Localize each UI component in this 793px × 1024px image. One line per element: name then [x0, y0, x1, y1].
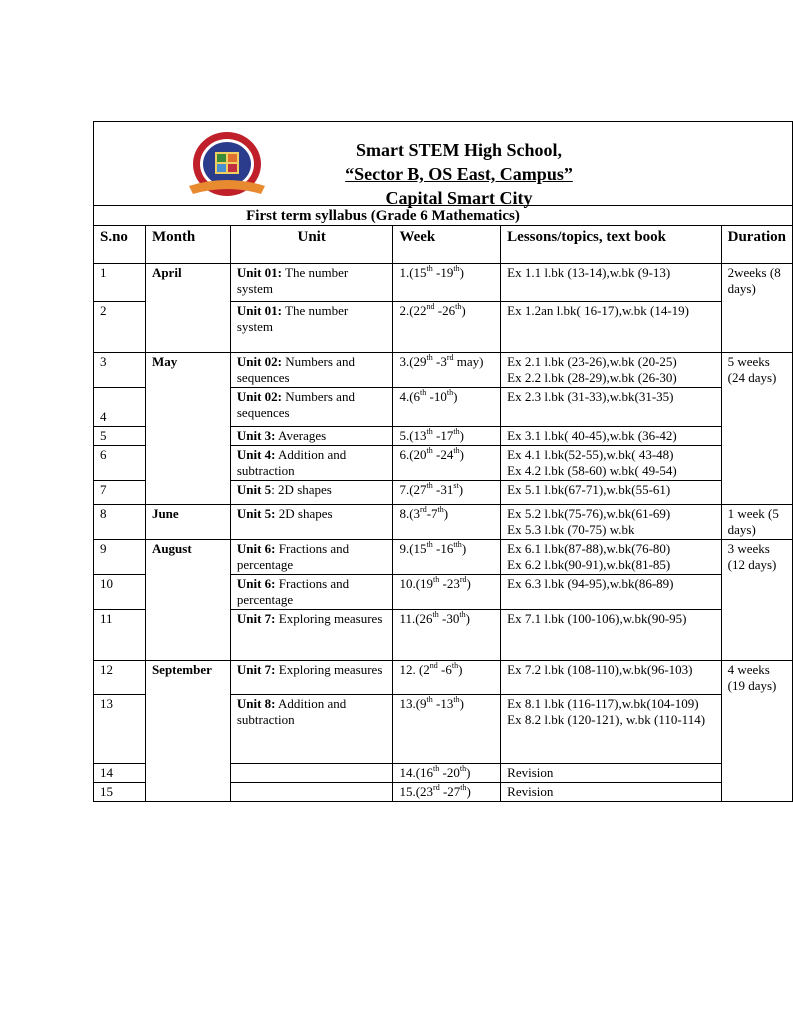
lesson-line: Revision [507, 784, 554, 799]
lesson-line: Ex 2.2 l.bk (28-29),w.bk (26-30) [507, 370, 677, 385]
unit-title: The number system [236, 265, 349, 296]
row-sno: 8 [94, 505, 146, 540]
row-sno: 14 [94, 764, 146, 783]
row-lessons [501, 427, 721, 446]
syllabus-document [93, 121, 793, 802]
row-lessons [501, 505, 721, 540]
week-suffix: st [453, 480, 459, 490]
school-logo [187, 130, 267, 200]
unit-label: Unit 4: [236, 447, 276, 462]
unit-label: Unit 01: [236, 303, 283, 318]
week-suffix: th [426, 539, 433, 549]
row-lessons [501, 264, 721, 302]
week-suffix: th [459, 763, 467, 773]
row-sno: 4 [94, 388, 146, 427]
row-lessons [501, 302, 721, 353]
unit-title: Numbers and sequences [236, 389, 355, 420]
school-campus: “Sector B, OS East, Campus” [345, 164, 573, 184]
row-sno: 7 [94, 481, 146, 505]
lesson-line: Ex 6.3 l.bk (94-95),w.bk(86-89) [507, 576, 674, 591]
row-unit [230, 427, 393, 446]
row-week: 12. (2nd -6th) [393, 661, 501, 695]
week-suffix: th [426, 352, 433, 362]
table-row [94, 264, 793, 302]
row-duration: 1 week (5 days) [721, 505, 792, 540]
row-unit [230, 353, 393, 388]
header-duration: Duration [721, 226, 792, 264]
row-sno: 12 [94, 661, 146, 695]
unit-title: Exploring measures [275, 611, 383, 626]
unit-label: Unit 3: [236, 428, 276, 443]
week-suffix: th [459, 609, 466, 619]
row-sno: 10 [94, 575, 146, 610]
row-month: August [145, 540, 230, 661]
header-sno: S.no [94, 226, 146, 264]
lesson-line: Ex 4.1 l.bk(52-55),w.bk( 43-48) [507, 447, 674, 462]
row-sno: 3 [94, 353, 146, 388]
row-week: 3.(29th -3rd may) [393, 353, 501, 388]
week-suffix: tth [453, 539, 462, 549]
row-week: 13.(9th -13th) [393, 695, 501, 764]
week-suffix: th [453, 694, 460, 704]
lesson-line: Ex 3.1 l.bk( 40-45),w.bk (36-42) [507, 428, 677, 443]
row-sno: 13 [94, 695, 146, 764]
lesson-line: Ex 7.2 l.bk (108-110),w.bk(96-103) [507, 662, 693, 677]
header-week: Week [393, 226, 501, 264]
week-suffix: th [451, 660, 459, 670]
row-duration: 5 weeks (24 days) [721, 353, 792, 505]
lesson-line: Ex 5.1 l.bk(67-71),w.bk(55-61) [507, 482, 671, 497]
row-unit [230, 540, 393, 575]
row-sno: 11 [94, 610, 146, 661]
row-week: 8.(3rd-7th) [393, 505, 501, 540]
lesson-line: Ex 4.2 l.bk (58-60) w.bk( 49-54) [507, 463, 677, 478]
lesson-line: Ex 5.3 l.bk (70-75) w.bk [507, 522, 635, 537]
week-suffix: th [426, 445, 433, 455]
row-unit [230, 505, 393, 540]
unit-title: Fractions and percentage [236, 576, 350, 607]
table-row [94, 661, 793, 695]
row-sno: 2 [94, 302, 146, 353]
week-suffix: th [433, 763, 440, 773]
row-unit [230, 575, 393, 610]
unit-title: Fractions and percentage [236, 541, 350, 572]
syllabus-subtitle: First term syllabus (Grade 6 Mathematics) [93, 205, 793, 225]
unit-label: Unit 02: [236, 354, 283, 369]
week-suffix: th [433, 574, 440, 584]
unit-label: Unit 02: [236, 389, 283, 404]
unit-title: Numbers and sequences [236, 354, 355, 385]
row-week: 4.(6th -10th) [393, 388, 501, 427]
school-heading [294, 138, 624, 210]
row-week: 6.(20th -24th) [393, 446, 501, 481]
week-suffix: th [426, 694, 433, 704]
unit-label: Unit 8: [236, 696, 276, 711]
row-unit [230, 302, 393, 353]
row-lessons [501, 540, 721, 575]
unit-title: Addition and subtraction [236, 696, 347, 727]
week-suffix: th [432, 609, 439, 619]
lesson-line: Ex 6.1 l.bk(87-88),w.bk(76-80) [507, 541, 671, 556]
week-suffix: th [453, 263, 460, 273]
week-suffix: th [420, 387, 427, 397]
unit-label: Unit 6: [236, 541, 276, 556]
row-month: April [145, 264, 230, 353]
unit-title: 2D shapes [275, 506, 333, 521]
row-lessons [501, 575, 721, 610]
row-week: 5.(13th -17th) [393, 427, 501, 446]
week-suffix: rd [446, 352, 454, 362]
unit-label: Unit 5: [236, 506, 276, 521]
row-unit [230, 661, 393, 695]
unit-label: Unit 7: [236, 611, 276, 626]
week-suffix: th [426, 480, 433, 490]
school-name: Smart STEM High School, [355, 140, 563, 160]
lesson-line: Revision [507, 765, 554, 780]
week-suffix: th [446, 387, 454, 397]
lesson-line: Ex 8.2 l.bk (120-121), w.bk (110-114) [507, 712, 706, 727]
lesson-line: Ex 2.3 l.bk (31-33),w.bk(31-35) [507, 389, 674, 404]
lesson-line: Ex 8.1 l.bk (116-117),w.bk(104-109) [507, 696, 699, 711]
week-suffix: th [437, 504, 444, 514]
unit-title: Averages [275, 428, 327, 443]
row-week: 1.(15th -19th) [393, 264, 501, 302]
week-suffix: th [453, 426, 460, 436]
lesson-line: Ex 5.2 l.bk(75-76),w.bk(61-69) [507, 506, 671, 521]
unit-label: Unit 7: [236, 662, 276, 677]
row-sno: 6 [94, 446, 146, 481]
lesson-line: Ex 7.1 l.bk (100-106),w.bk(90-95) [507, 611, 687, 626]
row-week: 2.(22nd -26th) [393, 302, 501, 353]
row-month: June [145, 505, 230, 540]
row-lessons [501, 353, 721, 388]
row-lessons [501, 388, 721, 427]
row-unit [230, 446, 393, 481]
week-suffix: th [460, 782, 467, 792]
week-suffix: nd [426, 301, 435, 311]
week-suffix: th [455, 301, 462, 311]
row-unit [230, 610, 393, 661]
row-sno: 1 [94, 264, 146, 302]
week-suffix: th [426, 263, 433, 273]
document-header [93, 121, 793, 208]
row-duration: 2weeks (8 days) [721, 264, 792, 353]
row-sno: 15 [94, 783, 146, 802]
table-header-row [94, 226, 793, 264]
week-suffix: rd [459, 574, 467, 584]
row-month: September [145, 661, 230, 802]
week-suffix: th [426, 426, 433, 436]
row-week: 15.(23rd -27th) [393, 783, 501, 802]
header-month: Month [145, 226, 230, 264]
row-unit [230, 264, 393, 302]
row-month: May [145, 353, 230, 505]
unit-title: Addition and subtraction [236, 447, 347, 478]
row-unit [230, 481, 393, 505]
unit-label: Unit 01: [236, 265, 283, 280]
row-lessons [501, 695, 721, 764]
row-duration: 4 weeks (19 days) [721, 661, 792, 802]
row-lessons [501, 446, 721, 481]
row-week: 14.(16th -20th) [393, 764, 501, 783]
school-city: Capital Smart City [385, 188, 533, 208]
row-lessons [501, 481, 721, 505]
syllabus-table [93, 225, 793, 802]
table-row [94, 540, 793, 575]
row-sno: 5 [94, 427, 146, 446]
lesson-line: Ex 1.2an l.bk( 16-17),w.bk (14-19) [507, 303, 690, 318]
week-suffix: rd [433, 782, 440, 792]
row-unit [230, 764, 393, 783]
lesson-line: Ex 1.1 l.bk (13-14),w.bk (9-13) [507, 265, 671, 280]
table-row [94, 353, 793, 388]
row-week: 9.(15th $-16^{tth}$) [393, 540, 501, 575]
row-duration: 3 weeks (12 days) [721, 540, 792, 661]
row-lessons [501, 661, 721, 695]
header-unit: Unit [230, 226, 393, 264]
row-lessons [501, 610, 721, 661]
row-sno: 9 [94, 540, 146, 575]
unit-label: Unit 6: [236, 576, 276, 591]
unit-title: The number system [236, 303, 349, 334]
row-week: 11.(26th -30th) [393, 610, 501, 661]
row-week: 10.(19th -23rd) [393, 575, 501, 610]
week-suffix: th [453, 445, 460, 455]
unit-label: Unit 5 [236, 482, 272, 497]
row-unit [230, 695, 393, 764]
row-week: 7.(27th -31st) [393, 481, 501, 505]
unit-title: : 2D shapes [271, 482, 332, 497]
header-lessons: Lessons/topics, text book [501, 226, 721, 264]
lesson-line: Ex 6.2 l.bk(90-91),w.bk(81-85) [507, 557, 671, 572]
table-row [94, 505, 793, 540]
week-suffix: rd [420, 504, 427, 514]
row-unit [230, 388, 393, 427]
row-unit [230, 783, 393, 802]
row-lessons [501, 764, 721, 783]
week-suffix: nd [429, 660, 438, 670]
lesson-line: Ex 2.1 l.bk (23-26),w.bk (20-25) [507, 354, 677, 369]
unit-title: Exploring measures [275, 662, 383, 677]
row-lessons [501, 783, 721, 802]
